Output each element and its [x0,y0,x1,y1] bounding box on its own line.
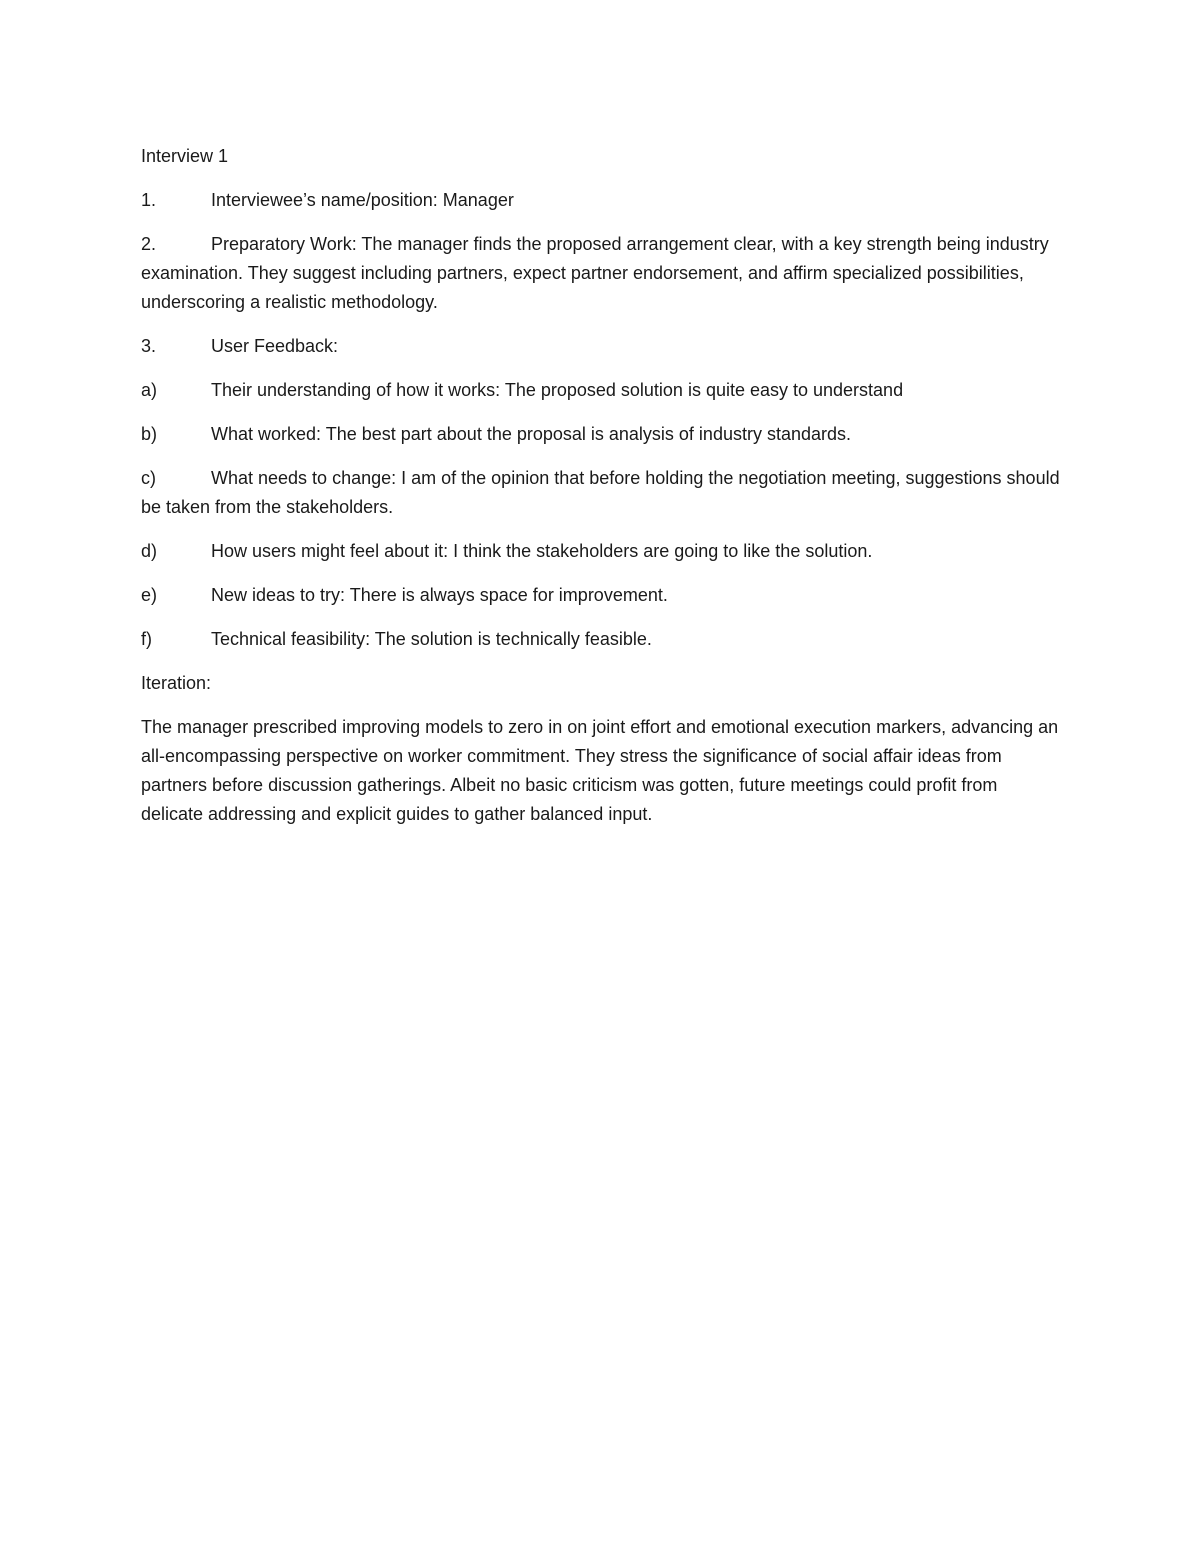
list-text: What needs to change: I am of the opinion that before holding the negotiation meeting, suggestions should be taken from the stakeholders. [141,468,1060,517]
list-text: Preparatory Work: The manager finds the proposed arrangement clear, with a key strength being industry examination. They suggest including partners, expect partner endorsement, and affirm specialized possibilities, underscoring a realistic methodology. [141,234,1049,312]
list-text: Technical feasibility: The solution is technically feasible. [211,629,652,649]
list-marker: 1. [141,190,157,210]
list-item [141,625,1061,654]
list-marker: 2. [141,234,157,254]
list-item [141,537,1061,566]
list-item [141,186,1061,215]
list-marker: f) [141,629,152,649]
document-body [141,142,1061,844]
list-marker: e) [141,585,158,605]
list-text: Interviewee’s name/position: Manager [211,190,514,210]
list-text: Their understanding of how it works: The proposed solution is quite easy to understand [211,380,904,400]
list-marker: d) [141,541,158,561]
list-item [141,332,1061,361]
list-item [141,420,1061,449]
list-marker: c) [141,468,156,488]
list-text: User Feedback: [211,336,339,356]
iteration-paragraph: The manager prescribed improving models to zero in on joint effort and emotional execution markers, advancing an all-encompassing perspective on worker commitment. They stress the significance of social affair ideas from partners before discussion gatherings. Albeit no basic criticism was gotten, future meetings could profit from delicate addressing and explicit guides to gather balanced input. [141,717,1059,824]
list-text: New ideas to try: There is always space for improvement. [211,585,668,605]
list-item [141,230,1061,317]
list-text: How users might feel about it: I think the stakeholders are going to like the solution. [211,541,873,561]
list-marker: 3. [141,336,157,356]
list-item [141,581,1061,610]
list-item [141,464,1061,522]
document-title: Interview 1 [141,146,229,166]
list-text: What worked: The best part about the proposal is analysis of industry standards. [211,424,852,444]
list-item [141,376,1061,405]
list-marker: b) [141,424,158,444]
list-marker: a) [141,380,158,400]
iteration-heading: Iteration: [141,673,212,693]
